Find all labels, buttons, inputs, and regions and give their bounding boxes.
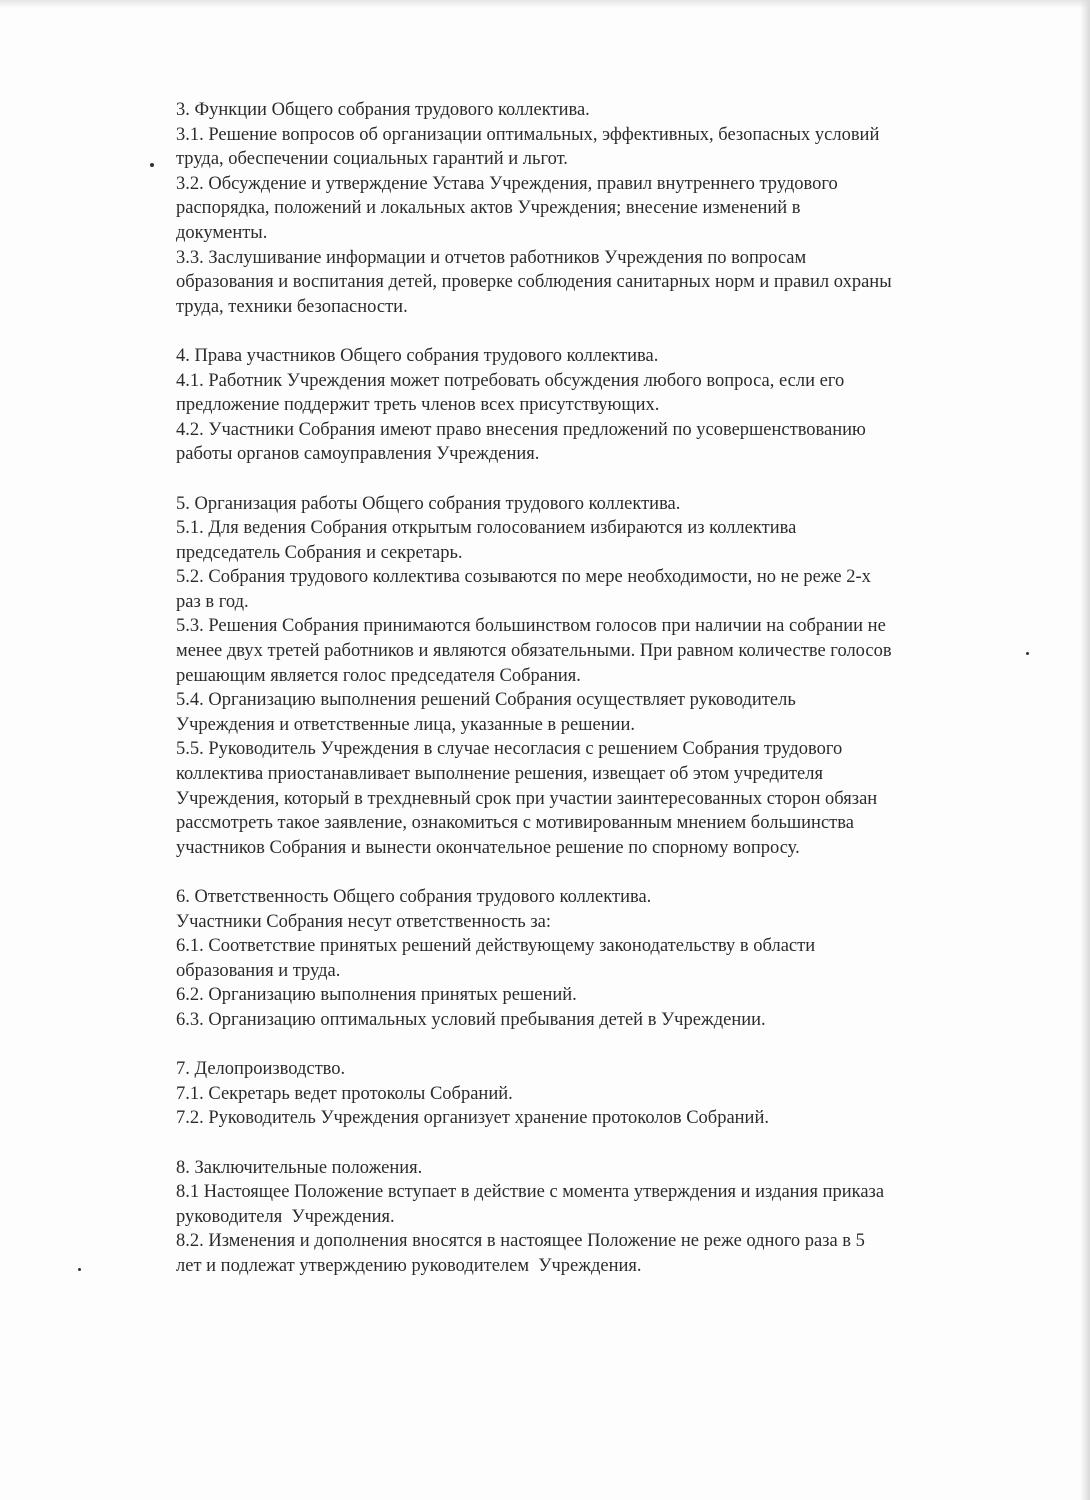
paragraph-line: председатель Собрания и секретарь. — [176, 542, 463, 563]
paragraph-line: 5.3. Решения Собрания принимаются большинством голосов при наличии на собрании не — [176, 616, 886, 637]
document-body — [176, 98, 1036, 1303]
section-heading: 3. Функции Общего собрания трудового коллектива. — [176, 100, 590, 120]
paragraph-line: распорядка, положений и локальных актов Учреждения; внесение изменений в — [176, 198, 801, 219]
paragraph-line: 6.1. Соответствие принятых решений действующему законодательству в области — [176, 936, 816, 957]
paragraph-line: решающим является голос председателя Собрания. — [176, 665, 581, 686]
section-functions — [176, 98, 1036, 319]
paragraph-line: 8.1 Настоящее Положение вступает в действие с момента утверждения и издания приказа — [176, 1182, 885, 1203]
paragraph-line: 6.3. Организацию оптимальных условий пребывания детей в Учреждении. — [176, 1009, 766, 1030]
section-heading: 4. Права участников Общего собрания трудового коллектива. — [176, 345, 659, 366]
paragraph-line: труда, техники безопасности. — [176, 296, 408, 317]
paragraph-line: образования и воспитания детей, проверке соблюдения санитарных норм и правил охраны — [176, 272, 892, 293]
paragraph-line: 7.2. Руководитель Учреждения организует хранение протоколов Собраний. — [176, 1108, 769, 1129]
paragraph-line: работы органов самоуправления Учреждения. — [176, 444, 540, 465]
section-records — [176, 1057, 1036, 1131]
section-responsibility — [176, 885, 1036, 1033]
scan-speck — [150, 163, 154, 167]
paragraph-line: 8.2. Изменения и дополнения вносятся в настоящее Положение не реже одного раза в 5 — [176, 1231, 865, 1252]
paragraph-line: труда, обеспечении социальных гарантий и льгот. — [176, 149, 568, 170]
section-rights — [176, 344, 1036, 467]
paragraph-line: 5.5. Руководитель Учреждения в случае несогласия с решением Собрания трудового — [176, 739, 843, 760]
section-organization — [176, 492, 1036, 861]
paragraph-line: 5.2. Собрания трудового коллектива созываются по мере необходимости, но не реже 2-х — [176, 567, 871, 588]
paragraph-line: Участники Собрания несут ответственность за: — [176, 911, 552, 932]
paragraph-line: рассмотреть такое заявление, ознакомиться с мотивированным мнением большинства — [176, 813, 854, 834]
section-heading: 7. Делопроизводство. — [176, 1059, 346, 1080]
paragraph-line: предложение поддержит треть членов всех присутствующих. — [176, 395, 660, 416]
paragraph-line: руководителя Учреждения. — [176, 1206, 395, 1227]
section-heading: 8. Заключительные положения. — [176, 1157, 423, 1178]
section-final-provisions — [176, 1156, 1036, 1279]
paragraph-line: образования и труда. — [176, 960, 341, 981]
paragraph-line: документы. — [176, 222, 268, 243]
paragraph-line: менее двух третей работников и являются обязательными. При равном количестве голосов — [176, 641, 892, 662]
paragraph-line: 6.2. Организацию выполнения принятых решений. — [176, 985, 577, 1006]
paragraph-line: Учреждения, который в трехдневный срок при участии заинтересованных сторон обязан — [176, 788, 878, 809]
paragraph-line: лет и подлежат утверждению руководителем Учреждения. — [176, 1255, 642, 1276]
paragraph-line: участников Собрания и вынести окончательное решение по спорному вопросу. — [176, 837, 800, 858]
paragraph-line: 7.1. Секретарь ведет протоколы Собраний. — [176, 1083, 513, 1104]
paragraph-line: 5.1. Для ведения Собрания открытым голосованием избираются из коллектива — [176, 518, 797, 539]
paragraph-line: коллектива приостанавливает выполнение решения, извещает об этом учредителя — [176, 764, 824, 785]
paragraph-line: 5.4. Организацию выполнения решений Собрания осуществляет руководитель — [176, 690, 796, 711]
section-heading: 5. Организация работы Общего собрания трудового коллектива. — [176, 493, 681, 514]
paragraph-line: 3.2. Обсуждение и утверждение Устава Учреждения, правил внутреннего трудового — [176, 173, 838, 194]
paragraph-line: 4.2. Участники Собрания имеют право внесения предложений по усовершенствованию — [176, 419, 866, 440]
scan-edge-right — [1080, 0, 1090, 1500]
paragraph-line: раз в год. — [176, 591, 249, 612]
paragraph-line: Учреждения и ответственные лица, указанные в решении. — [176, 714, 636, 735]
scan-edge-top — [0, 0, 1090, 8]
section-heading: 6. Ответственность Общего собрания трудового коллектива. — [176, 887, 652, 907]
paragraph-line: 3.1. Решение вопросов об организации оптимальных, эффективных, безопасных условий — [176, 124, 880, 145]
scan-speck — [78, 1268, 81, 1271]
paragraph-line: 4.1. Работник Учреждения может потребовать обсуждения любого вопроса, если его — [176, 370, 845, 391]
paragraph-line: 3.3. Заслушивание информации и отчетов работников Учреждения по вопросам — [176, 247, 807, 268]
